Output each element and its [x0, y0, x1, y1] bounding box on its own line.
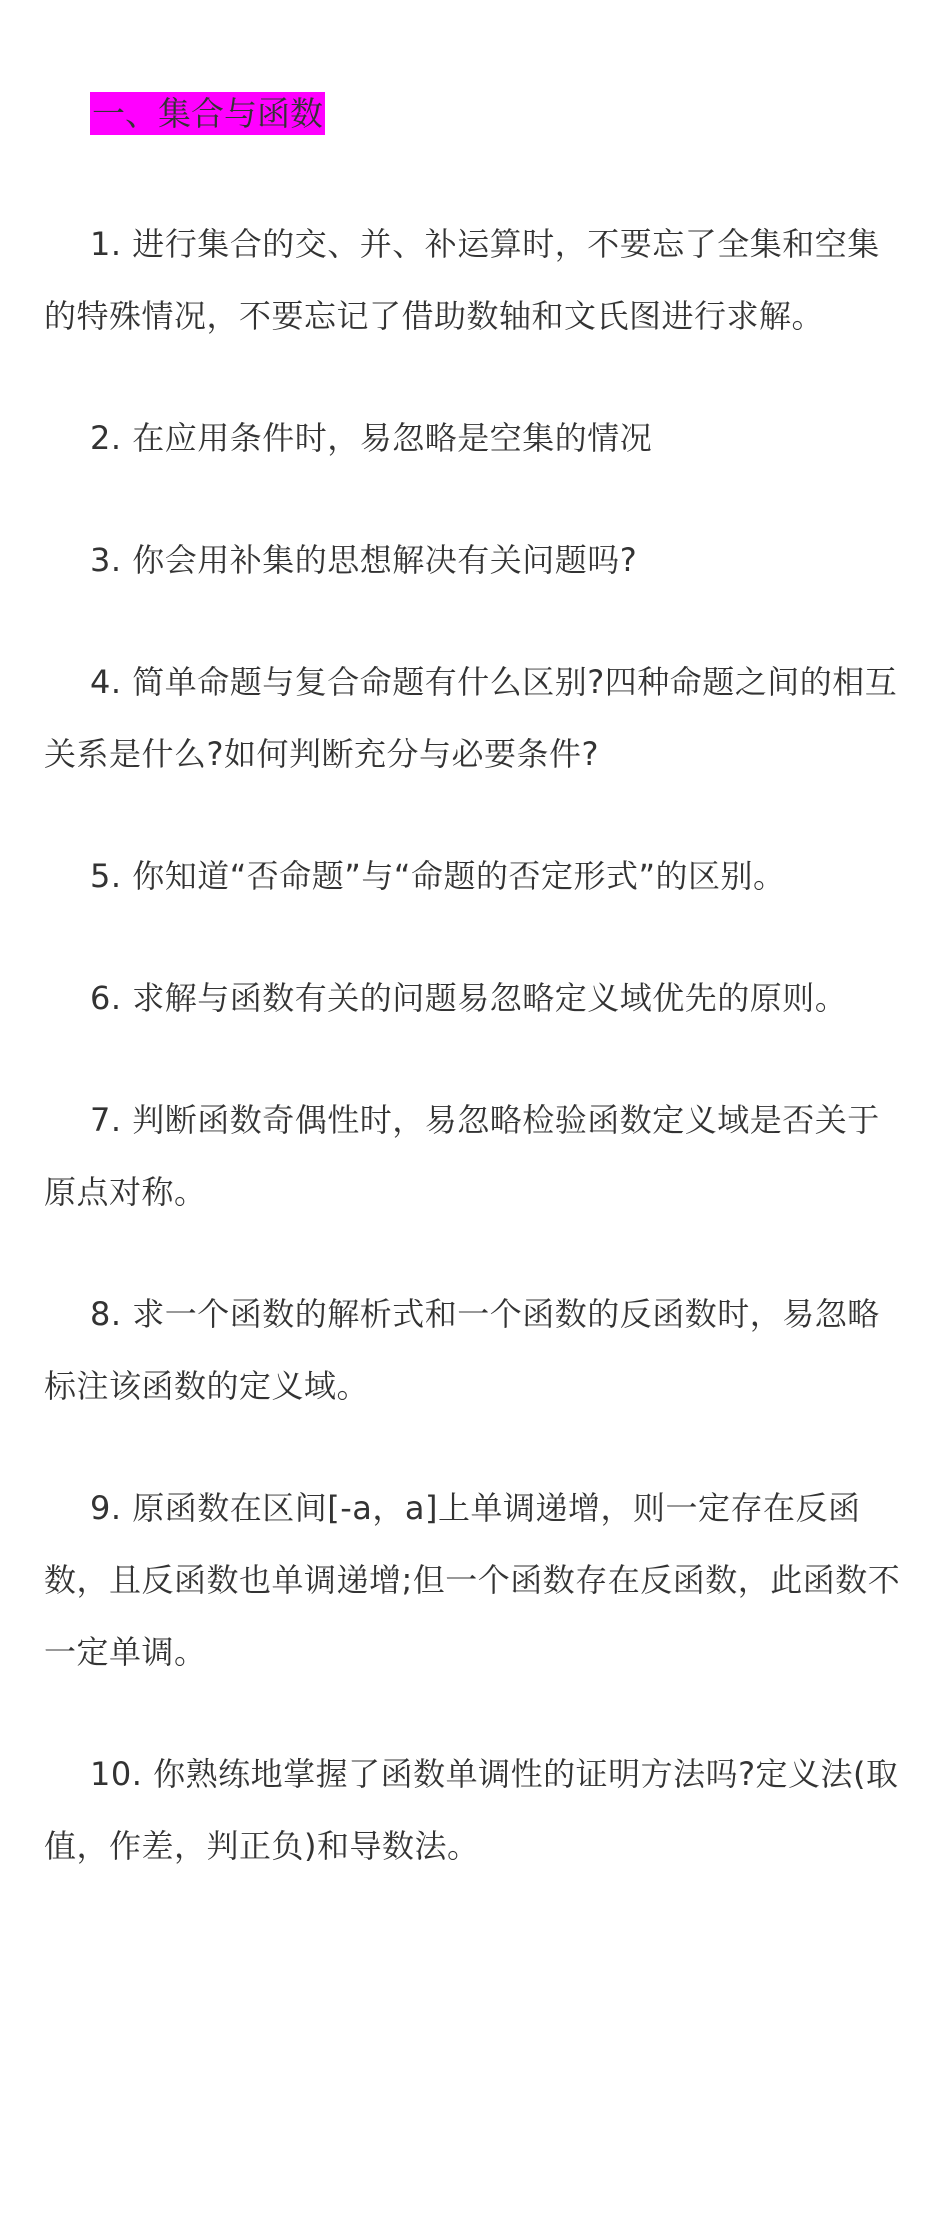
list-item-1: 1. 进行集合的交、并、补运算时，不要忘了全集和空集的特殊情况，不要忘记了借助数轴和文氏图进行求解。	[44, 225, 880, 335]
list-item-10: 10. 你熟练地掌握了函数单调性的证明方法吗?定义法(取值，作差，判正负)和导数法。	[44, 1755, 899, 1865]
list-item-5: 5. 你知道“否命题”与“命题的否定形式”的区别。	[90, 857, 786, 895]
list-item-9: 9. 原函数在区间[-a，a]上单调递增，则一定存在反函数，且反函数也单调递增;但一个函数存在反函数，此函数不一定单调。	[44, 1489, 901, 1671]
list-item-3: 3. 你会用补集的思想解决有关问题吗?	[90, 541, 638, 579]
section-heading-highlight: 一、集合与函数	[92, 94, 323, 133]
list-item-2: 2. 在应用条件时，易忽略是空集的情况	[90, 419, 653, 457]
list-item-6: 6. 求解与函数有关的问题易忽略定义域优先的原则。	[90, 979, 848, 1017]
list-item-4: 4. 简单命题与复合命题有什么区别?四种命题之间的相互关系是什么?如何判断充分与必要条件?	[44, 663, 898, 773]
list-item-7: 7. 判断函数奇偶性时，易忽略检验函数定义域是否关于原点对称。	[44, 1101, 880, 1211]
section-heading	[90, 88, 906, 140]
list-item-8: 8. 求一个函数的解析式和一个函数的反函数时，易忽略标注该函数的定义域。	[44, 1295, 880, 1405]
